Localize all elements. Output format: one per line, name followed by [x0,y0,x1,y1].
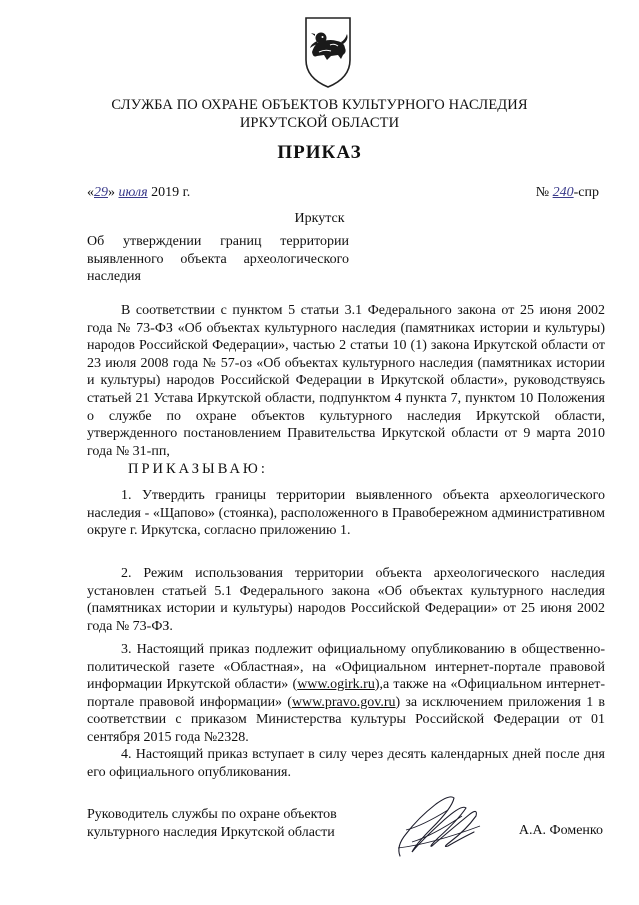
signatory-position [87,806,337,842]
order-word: ПРИКАЗЫВАЮ: [128,461,268,477]
document-number: № 240-спр [535,185,599,200]
signatory-name: А.А. Фоменко [518,823,603,838]
order-item-3: 3. Настоящий приказ подлежит официальному опубликованию в общественно-политической газете «Областная», на «Официальном интернет-портале правовой информации Иркутской области» (www.ogirk.ru),а также на «Официальном интернет-портале правовой информации» (www.pravo.gov.ru) за исключением приложения 1 в соответствии с приказом Министерства культуры Российской Федерации от 01 сентября 2015 года №2328. [87,642,606,745]
order-item-1: 1. Утвердить границы территории выявленного объекта археологического наследия - «Щапово» (стоянка), расположенного в Правобережном административном округе г. Иркутска, согласно приложению 1. [87,488,605,539]
order-item-2: 2. Режим использования территории объекта археологического наследия установлен статьей 5.1 Федерального закона «Об объектах культурного наследия (памятниках истории и культуры) народов Российской Федерации» от 25 июня 2002 года № 73-ФЗ. [87,566,605,634]
agency-name-line1: СЛУЖБА ПО ОХРАНЕ ОБЪЕКТОВ КУЛЬТУРНОГО НАСЛЕДИЯ [111,97,528,113]
date-month: июля [118,185,148,200]
ogirk-link[interactable]: www.ogirk.ru [297,677,375,693]
agency-name-line2: ИРКУТСКОЙ ОБЛАСТИ [239,115,400,131]
preamble-paragraph: В соответствии с пунктом 5 статьи 3.1 Федерального закона от 25 июня 2002 года № 73-ФЗ «Об объектах культурного наследия (памятниках истории и культуры) народов Российской Федерации», частью 2 статьи 10 (1) закона Иркутской области от 23 июля 2008 года № 57-оз «Об объектах культурного наследия (памятниках истории и культуры) народов Российской Федерации в Иркутской области», руководствуясь статьей 21 Устава Иркутской области, подпунктом 4 пункта 7, пунктом 10 Положения о службе по охране объектов культурного наследия Иркутской области, утвержденного постановлением Правительства Иркутской области от 9 марта 2010 года № 31-пп, [87,303,605,459]
signatory-position-line2: культурного наследия Иркутской области [87,825,335,840]
handwritten-signature-icon [392,786,482,862]
order-item-4: 4. Настоящий приказ вступает в силу через десять календарных дней после дня его официального опубликования. [87,747,605,780]
document-city: Иркутск [294,211,345,226]
number-value: 240 [552,185,574,200]
document-subject: Об утверждении границ территории выявленного объекта археологического наследия [87,234,349,284]
document-date: «29» июля 2019 г. [87,185,191,200]
pravo-link[interactable]: www.pravo.gov.ru [291,694,396,710]
date-year: 2019 г. [151,185,191,200]
irkutsk-coat-of-arms-icon [303,14,353,90]
signatory-position-line1: Руководитель службы по охране объектов [87,807,337,822]
date-day: 29 [94,185,108,200]
document-title: ПРИКАЗ [277,142,362,163]
